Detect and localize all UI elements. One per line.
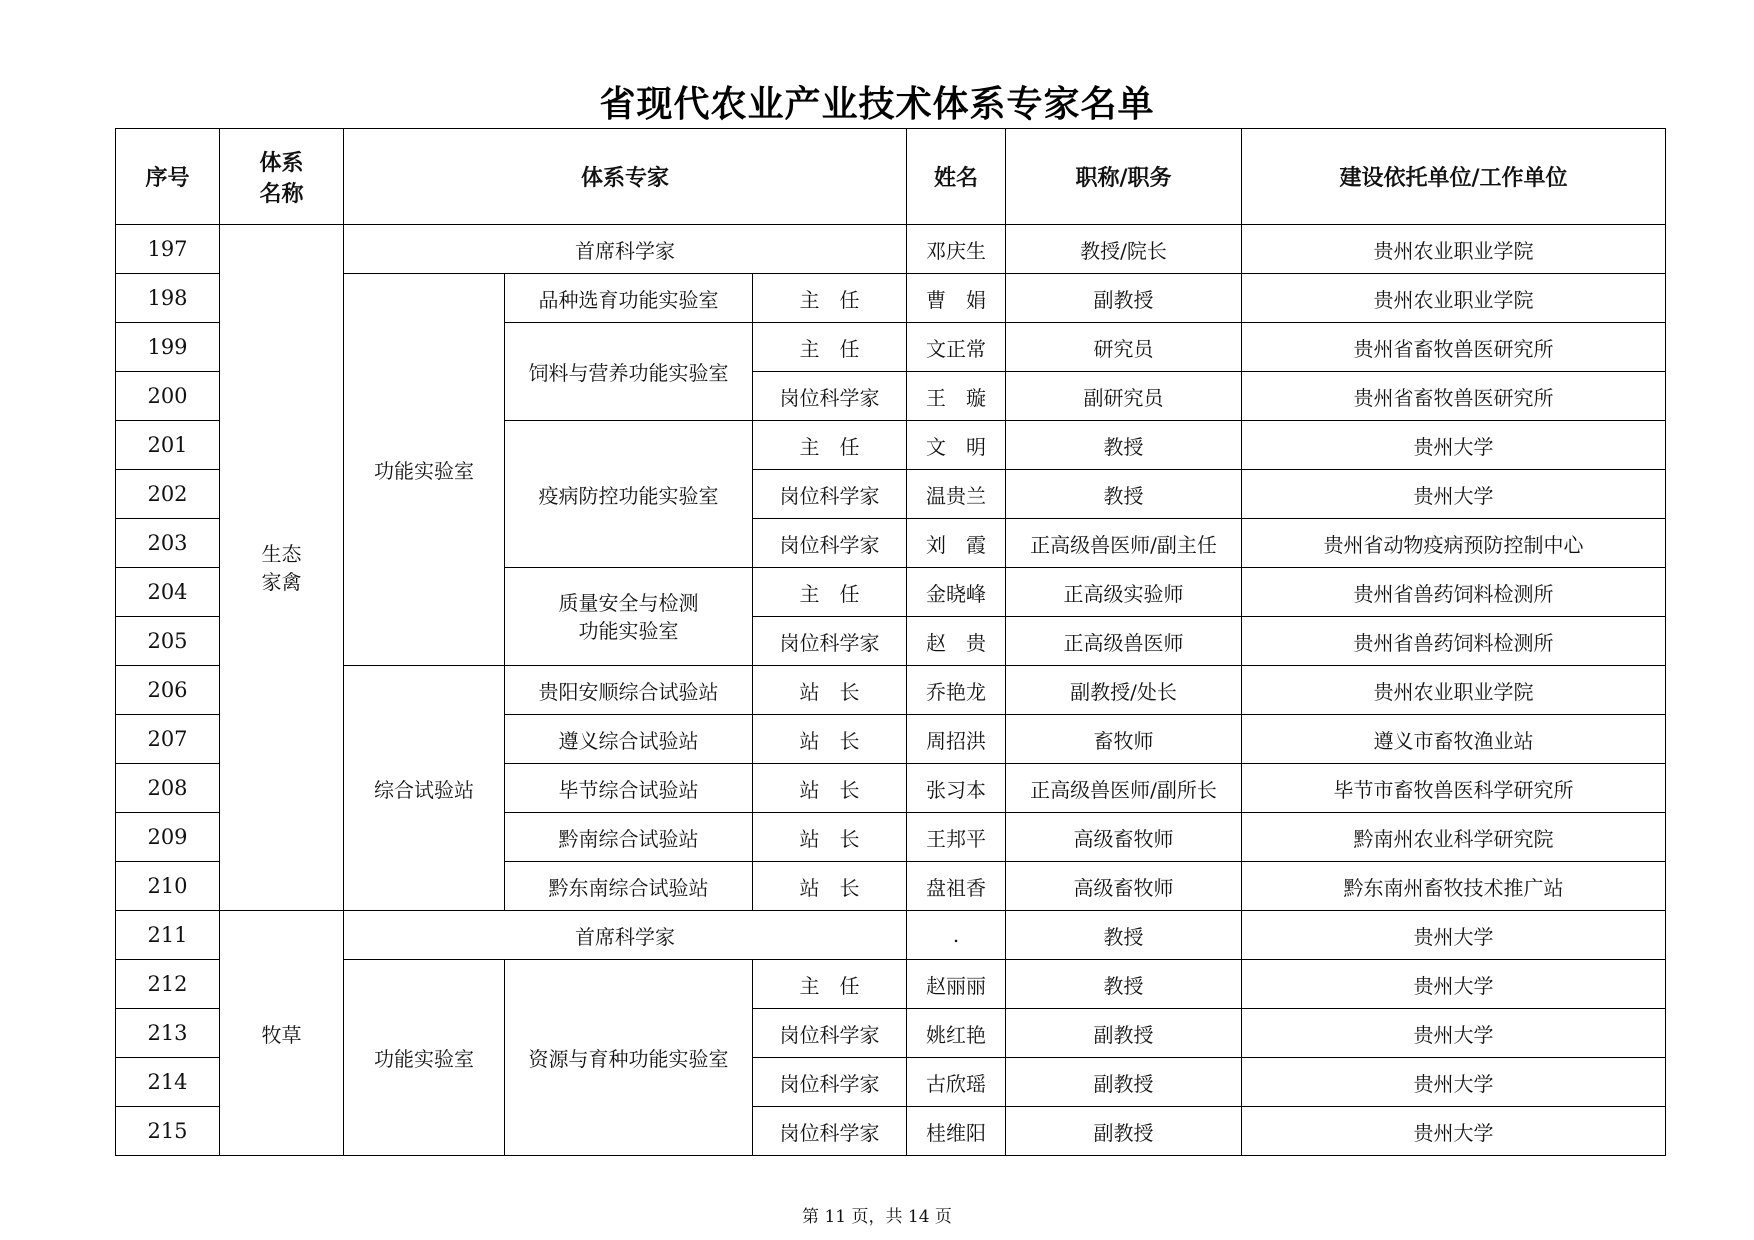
role-cell: 主 任 <box>753 568 907 617</box>
role-cell: 岗位科学家 <box>753 1009 907 1058</box>
role-cell: 主 任 <box>753 421 907 470</box>
seq-cell: 204 <box>116 568 220 617</box>
name-cell: 桂维阳 <box>907 1107 1006 1156</box>
position-cell: 副教授 <box>1006 1107 1242 1156</box>
page-footer: 第 11 页，共 14 页 <box>802 1207 952 1227</box>
name-cell: 文正常 <box>907 323 1006 372</box>
unit-cell: 贵州大学 <box>1242 421 1666 470</box>
seq-cell: 213 <box>116 1009 220 1058</box>
name-cell: 古欣瑶 <box>907 1058 1006 1107</box>
page-title: 省现代农业产业技术体系专家名单 <box>599 83 1155 125</box>
chief-scientist-cell: 首席科学家 <box>344 225 907 274</box>
seq-cell: 215 <box>116 1107 220 1156</box>
role-cell: 站 长 <box>753 764 907 813</box>
position-cell: 教授 <box>1006 960 1242 1009</box>
name-cell: 赵 贵 <box>907 617 1006 666</box>
seq-cell: 211 <box>116 911 220 960</box>
name-cell: 金晓峰 <box>907 568 1006 617</box>
category-cell: 功能实验室 <box>344 274 505 666</box>
position-cell: 正高级兽医师 <box>1006 617 1242 666</box>
table-row <box>116 960 1666 1009</box>
role-cell: 岗位科学家 <box>753 1058 907 1107</box>
position-cell: 副教授/处长 <box>1006 666 1242 715</box>
system-name-cell <box>220 225 344 911</box>
seq-cell: 208 <box>116 764 220 813</box>
table-row <box>116 274 1666 323</box>
seq-cell: 201 <box>116 421 220 470</box>
lab-cell <box>505 568 753 666</box>
role-cell: 站 长 <box>753 666 907 715</box>
role-cell: 站 长 <box>753 715 907 764</box>
role-cell: 岗位科学家 <box>753 617 907 666</box>
unit-cell: 贵州大学 <box>1242 1107 1666 1156</box>
position-cell: 畜牧师 <box>1006 715 1242 764</box>
unit-cell: 贵州大学 <box>1242 1009 1666 1058</box>
header-experts: 体系专家 <box>344 129 907 225</box>
unit-cell: 遵义市畜牧渔业站 <box>1242 715 1666 764</box>
position-cell: 教授 <box>1006 470 1242 519</box>
name-cell: 乔艳龙 <box>907 666 1006 715</box>
name-cell: 邓庆生 <box>907 225 1006 274</box>
role-cell: 主 任 <box>753 274 907 323</box>
seq-cell: 214 <box>116 1058 220 1107</box>
lab-cell: 黔东南综合试验站 <box>505 862 753 911</box>
role-cell: 岗位科学家 <box>753 372 907 421</box>
lab-cell: 毕节综合试验站 <box>505 764 753 813</box>
seq-cell: 207 <box>116 715 220 764</box>
unit-cell: 贵州省动物疫病预防控制中心 <box>1242 519 1666 568</box>
unit-cell: 黔南州农业科学研究院 <box>1242 813 1666 862</box>
header-name: 姓名 <box>907 129 1006 225</box>
position-cell: 副研究员 <box>1006 372 1242 421</box>
system-name-line1: 生态 <box>261 541 302 566</box>
lab-line1: 质量安全与检测 <box>558 590 699 615</box>
unit-cell: 贵州大学 <box>1242 911 1666 960</box>
seq-cell: 209 <box>116 813 220 862</box>
position-cell: 教授 <box>1006 911 1242 960</box>
seq-cell: 210 <box>116 862 220 911</box>
seq-cell: 199 <box>116 323 220 372</box>
header-seq: 序号 <box>116 129 220 225</box>
seq-cell: 198 <box>116 274 220 323</box>
seq-cell: 205 <box>116 617 220 666</box>
header-unit: 建设依托单位/工作单位 <box>1242 129 1666 225</box>
position-cell: 正高级实验师 <box>1006 568 1242 617</box>
seq-cell: 206 <box>116 666 220 715</box>
position-cell: 副教授 <box>1006 274 1242 323</box>
header-row <box>116 129 1666 225</box>
category-cell: 综合试验站 <box>344 666 505 911</box>
name-cell: 盘祖香 <box>907 862 1006 911</box>
unit-cell: 贵州大学 <box>1242 960 1666 1009</box>
name-cell: 姚红艳 <box>907 1009 1006 1058</box>
role-cell: 站 长 <box>753 813 907 862</box>
position-cell: 正高级兽医师/副所长 <box>1006 764 1242 813</box>
position-cell: 教授 <box>1006 421 1242 470</box>
unit-cell: 黔东南州畜牧技术推广站 <box>1242 862 1666 911</box>
seq-cell: 197 <box>116 225 220 274</box>
table-row <box>116 225 1666 274</box>
role-cell: 站 长 <box>753 862 907 911</box>
lab-cell: 饲料与营养功能实验室 <box>505 323 753 421</box>
role-cell: 主 任 <box>753 323 907 372</box>
position-cell: 正高级兽医师/副主任 <box>1006 519 1242 568</box>
header-system-name-line1: 体系 <box>259 150 304 176</box>
chief-scientist-cell: 首席科学家 <box>344 911 907 960</box>
unit-cell: 贵州大学 <box>1242 1058 1666 1107</box>
lab-cell: 疫病防控功能实验室 <box>505 421 753 568</box>
name-cell: 张习本 <box>907 764 1006 813</box>
header-system-name-line2: 名称 <box>259 181 304 207</box>
unit-cell: 贵州省畜牧兽医研究所 <box>1242 323 1666 372</box>
position-cell: 高级畜牧师 <box>1006 862 1242 911</box>
name-cell: 刘 霞 <box>907 519 1006 568</box>
seq-cell: 203 <box>116 519 220 568</box>
unit-cell: 毕节市畜牧兽医科学研究所 <box>1242 764 1666 813</box>
system-name-cell: 牧草 <box>220 911 344 1156</box>
category-cell: 功能实验室 <box>344 960 505 1156</box>
seq-cell: 212 <box>116 960 220 1009</box>
name-cell: 文 明 <box>907 421 1006 470</box>
table-row <box>116 666 1666 715</box>
role-cell: 岗位科学家 <box>753 1107 907 1156</box>
unit-cell: 贵州大学 <box>1242 470 1666 519</box>
table-row <box>116 911 1666 960</box>
unit-cell: 贵州省兽药饲料检测所 <box>1242 568 1666 617</box>
lab-cell: 资源与育种功能实验室 <box>505 960 753 1156</box>
expert-table <box>115 128 1666 1156</box>
lab-cell: 贵阳安顺综合试验站 <box>505 666 753 715</box>
unit-cell: 贵州农业职业学院 <box>1242 274 1666 323</box>
name-cell: 周招洪 <box>907 715 1006 764</box>
lab-cell: 黔南综合试验站 <box>505 813 753 862</box>
lab-cell: 遵义综合试验站 <box>505 715 753 764</box>
seq-cell: 202 <box>116 470 220 519</box>
name-cell: 温贵兰 <box>907 470 1006 519</box>
unit-cell: 贵州农业职业学院 <box>1242 666 1666 715</box>
position-cell: 副教授 <box>1006 1009 1242 1058</box>
header-system-name <box>220 129 344 225</box>
unit-cell: 贵州省兽药饲料检测所 <box>1242 617 1666 666</box>
lab-line2: 功能实验室 <box>578 618 679 643</box>
role-cell: 主 任 <box>753 960 907 1009</box>
name-cell: 赵丽丽 <box>907 960 1006 1009</box>
lab-cell: 品种选育功能实验室 <box>505 274 753 323</box>
position-cell: 高级畜牧师 <box>1006 813 1242 862</box>
header-position: 职称/职务 <box>1006 129 1242 225</box>
name-cell: 曹 娟 <box>907 274 1006 323</box>
position-cell: 副教授 <box>1006 1058 1242 1107</box>
role-cell: 岗位科学家 <box>753 519 907 568</box>
position-cell: 研究员 <box>1006 323 1242 372</box>
name-cell: . <box>907 911 1006 960</box>
unit-cell: 贵州省畜牧兽医研究所 <box>1242 372 1666 421</box>
position-cell: 教授/院长 <box>1006 225 1242 274</box>
name-cell: 王邦平 <box>907 813 1006 862</box>
role-cell: 岗位科学家 <box>753 470 907 519</box>
name-cell: 王 璇 <box>907 372 1006 421</box>
seq-cell: 200 <box>116 372 220 421</box>
unit-cell: 贵州农业职业学院 <box>1242 225 1666 274</box>
system-name-line2: 家禽 <box>261 569 302 594</box>
